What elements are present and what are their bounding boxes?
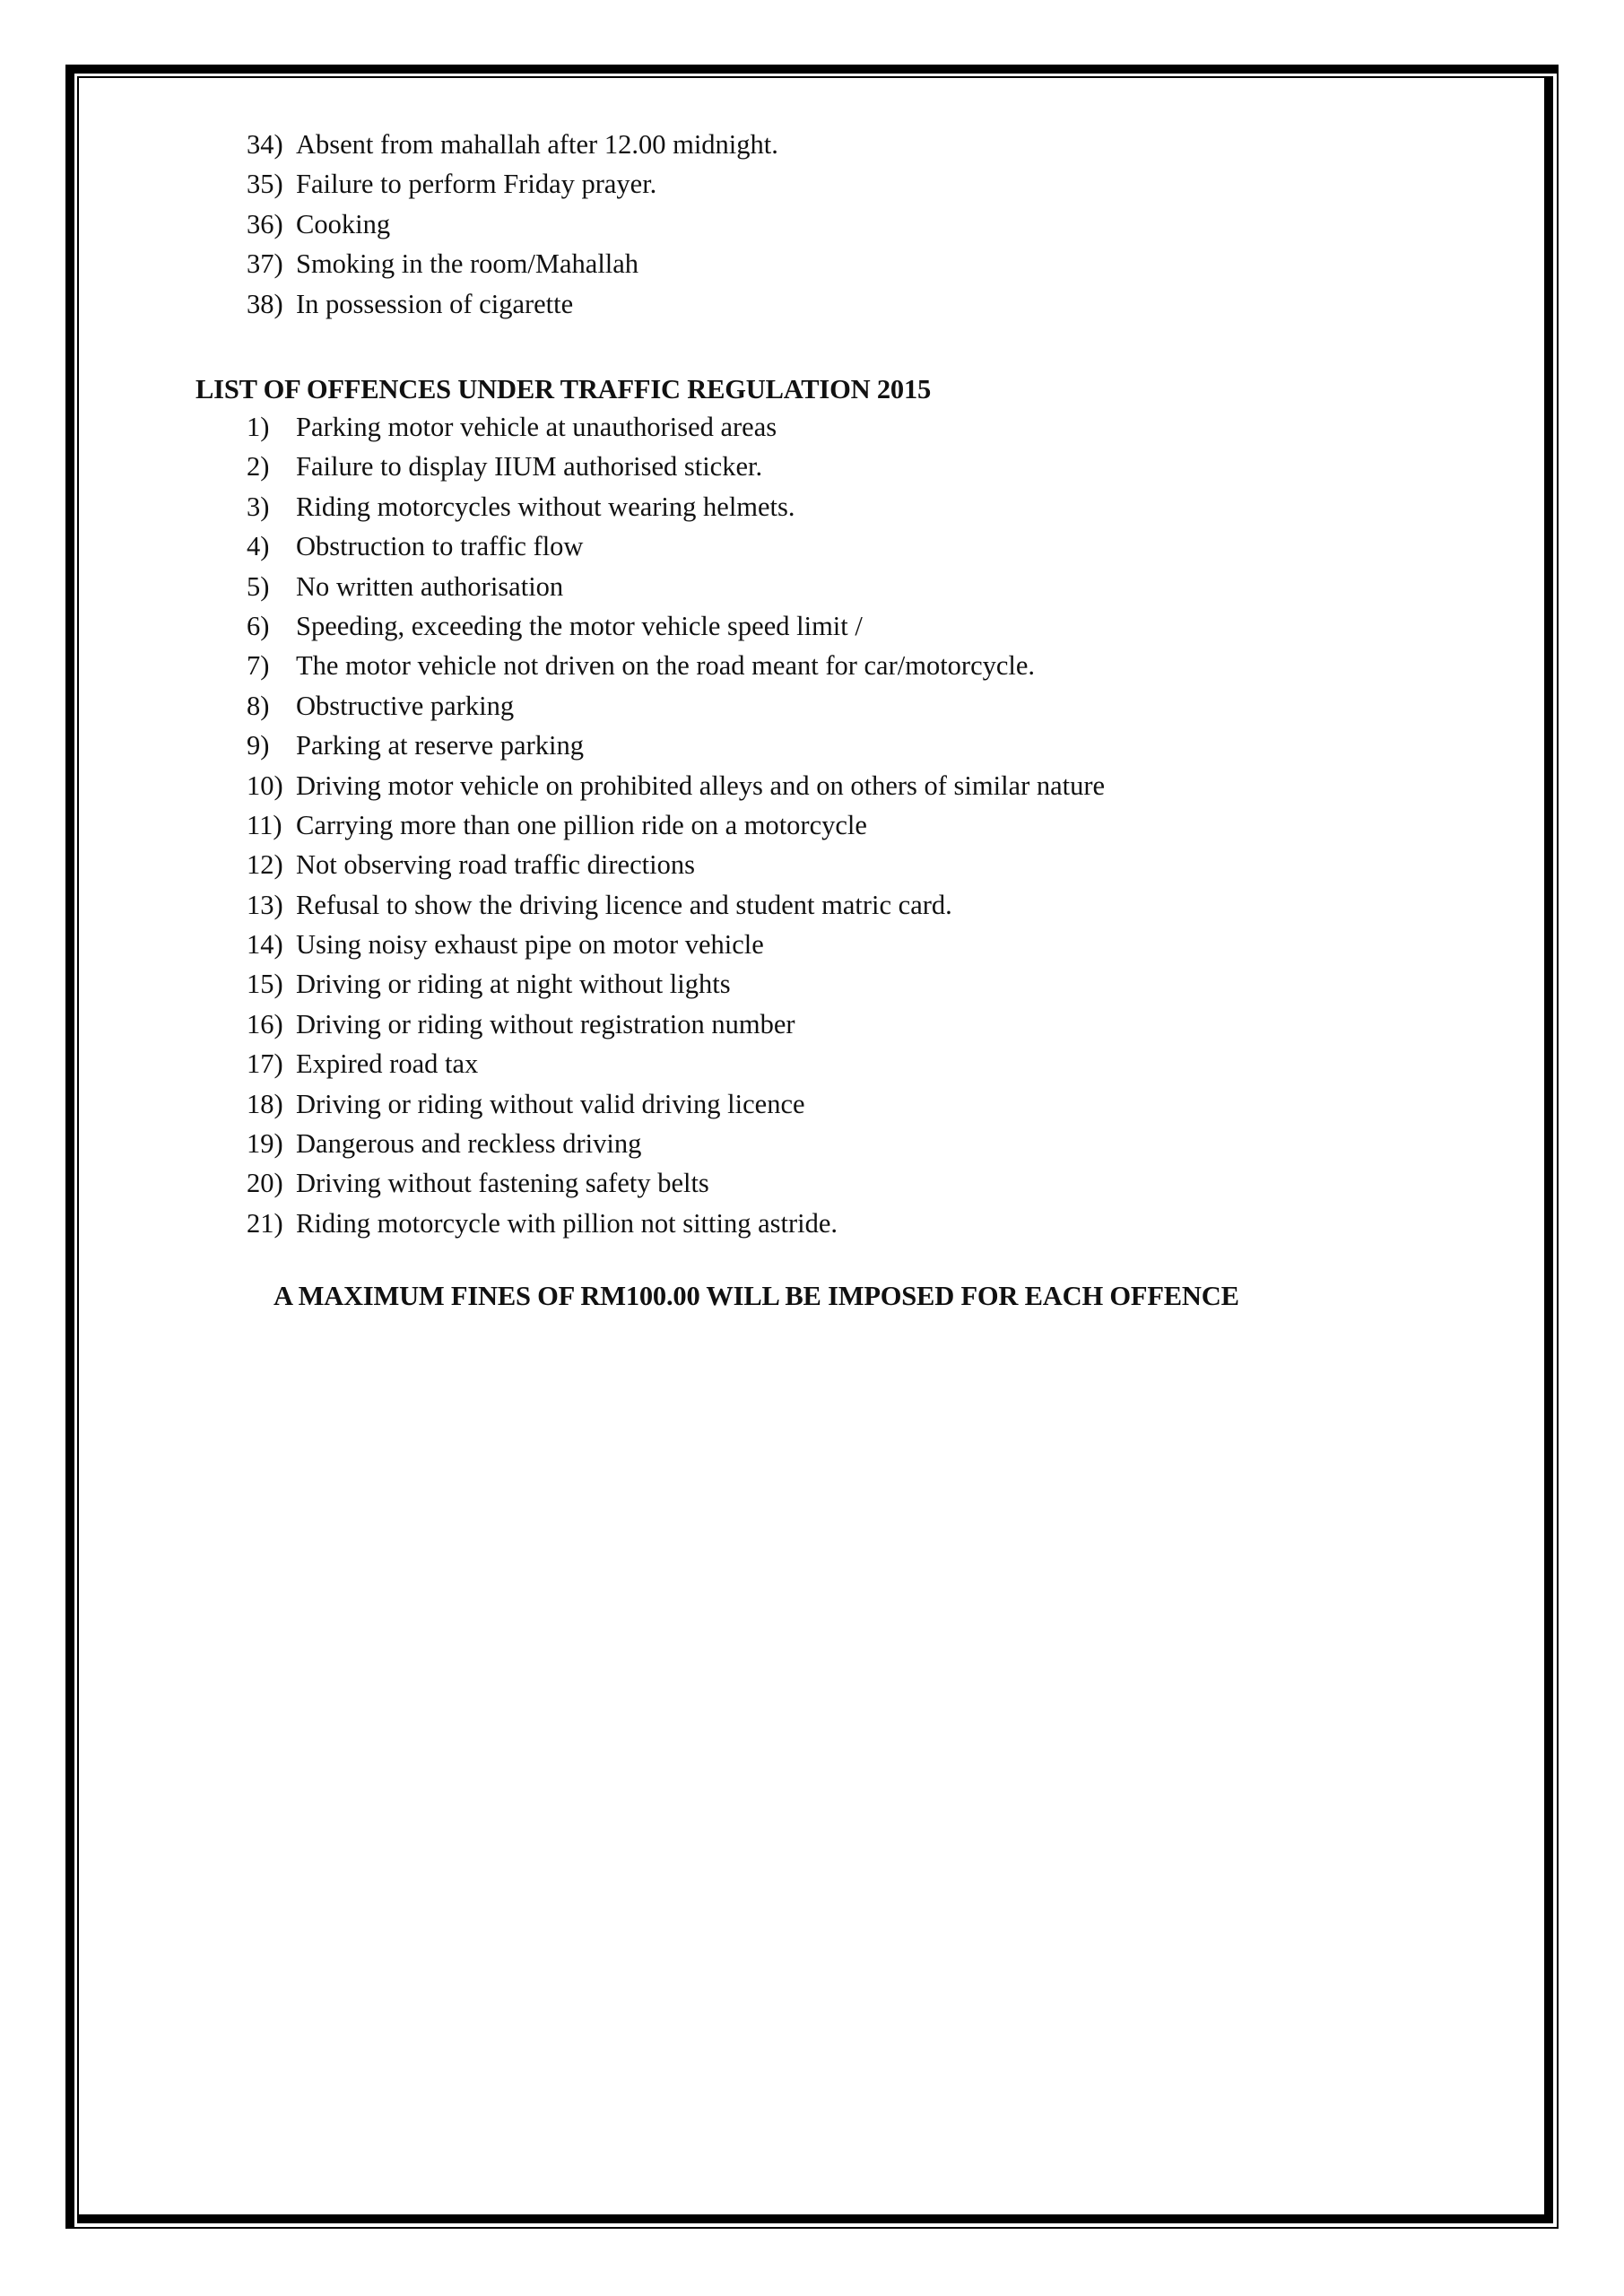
item-number: 3) [247, 491, 270, 522]
list-item [0, 606, 1624, 646]
item-number: 1) [247, 412, 270, 442]
list-item [0, 164, 1624, 204]
item-number: 6) [247, 610, 270, 641]
item-text: Obstructive parking [296, 690, 515, 721]
item-number: 9) [247, 730, 270, 761]
list-item [0, 686, 1624, 726]
item-number: 16) [247, 1008, 283, 1039]
list-item [0, 1163, 1624, 1203]
item-number: 14) [247, 929, 283, 961]
list-item [0, 1084, 1624, 1124]
item-number: 11) [247, 809, 282, 840]
item-text: In possession of cigarette [296, 288, 574, 319]
item-text: Riding motorcycle with pillion not sitting astride. [296, 1207, 838, 1239]
item-text: Refusal to show the driving licence and student matric card. [296, 889, 952, 920]
list-item [0, 526, 1624, 566]
item-text: Cooking [296, 208, 391, 239]
item-number: 2) [247, 451, 270, 483]
item-number: 15) [247, 969, 283, 1000]
item-text: Parking motor vehicle at unauthorised areas [296, 412, 777, 442]
item-number: 12) [247, 849, 283, 881]
list-item [0, 766, 1624, 805]
item-number: 34) [247, 129, 283, 160]
item-text: Parking at reserve parking [296, 730, 584, 761]
list-item [0, 284, 1624, 324]
item-text: Driving or riding without registration number [296, 1008, 795, 1039]
list-item [0, 125, 1624, 164]
item-number: 37) [247, 248, 283, 280]
traffic-offences-list [0, 407, 1624, 1243]
item-text: Using noisy exhaust pipe on motor vehicle [296, 929, 764, 961]
item-number: 36) [247, 208, 283, 239]
item-number: 17) [247, 1048, 283, 1080]
list-item [0, 1004, 1624, 1044]
item-text: Dangerous and reckless driving [296, 1128, 642, 1160]
item-text: Driving or riding without valid driving licence [296, 1088, 805, 1119]
item-text: Failure to perform Friday prayer. [296, 169, 657, 200]
item-number: 35) [247, 169, 283, 200]
item-number: 19) [247, 1128, 283, 1160]
list-item [0, 646, 1624, 685]
item-text: No written authorisation [296, 570, 564, 602]
list-item [0, 1124, 1624, 1163]
item-number: 7) [247, 650, 270, 682]
list-item [0, 845, 1624, 884]
item-text: Driving or riding at night without lights [296, 969, 731, 1000]
list-item [0, 447, 1624, 486]
list-item [0, 1204, 1624, 1243]
item-text: Failure to display IIUM authorised sticker. [296, 451, 763, 483]
fines-notice: A MAXIMUM FINES OF RM100.00 WILL BE IMPOSED FOR EACH OFFENCE [274, 1281, 1239, 1311]
list-item [0, 726, 1624, 765]
item-number: 8) [247, 690, 270, 721]
item-text: Speeding, exceeding the motor vehicle speed limit / [296, 610, 863, 641]
item-text: Riding motorcycles without wearing helmets. [296, 491, 795, 522]
item-number: 5) [247, 570, 270, 602]
list-item [0, 244, 1624, 283]
continued-offences-list [0, 125, 1624, 324]
traffic-offences-heading: LIST OF OFFENCES UNDER TRAFFIC REGULATION 2015 [195, 374, 932, 404]
item-text: Absent from mahallah after 12.00 midnight. [296, 129, 778, 160]
item-text: Carrying more than one pillion ride on a motorcycle [296, 809, 867, 840]
item-number: 38) [247, 288, 283, 319]
list-item [0, 204, 1624, 244]
item-text: Driving motor vehicle on prohibited alleys and on others of similar nature [296, 770, 1106, 801]
list-item [0, 1044, 1624, 1083]
item-number: 4) [247, 531, 270, 562]
list-item [0, 805, 1624, 845]
list-item [0, 407, 1624, 447]
list-item [0, 567, 1624, 606]
list-item [0, 885, 1624, 925]
item-text: The motor vehicle not driven on the road meant for car/motorcycle. [296, 650, 1036, 682]
item-number: 20) [247, 1168, 283, 1199]
item-number: 13) [247, 889, 283, 920]
item-text: Not observing road traffic directions [296, 849, 695, 881]
item-number: 10) [247, 770, 283, 801]
list-item [0, 964, 1624, 1004]
list-item [0, 925, 1624, 964]
item-text: Expired road tax [296, 1048, 479, 1080]
item-text: Driving without fastening safety belts [296, 1168, 709, 1199]
list-item [0, 487, 1624, 526]
item-number: 18) [247, 1088, 283, 1119]
item-text: Obstruction to traffic flow [296, 531, 584, 562]
item-text: Smoking in the room/Mahallah [296, 248, 639, 280]
item-number: 21) [247, 1207, 283, 1239]
